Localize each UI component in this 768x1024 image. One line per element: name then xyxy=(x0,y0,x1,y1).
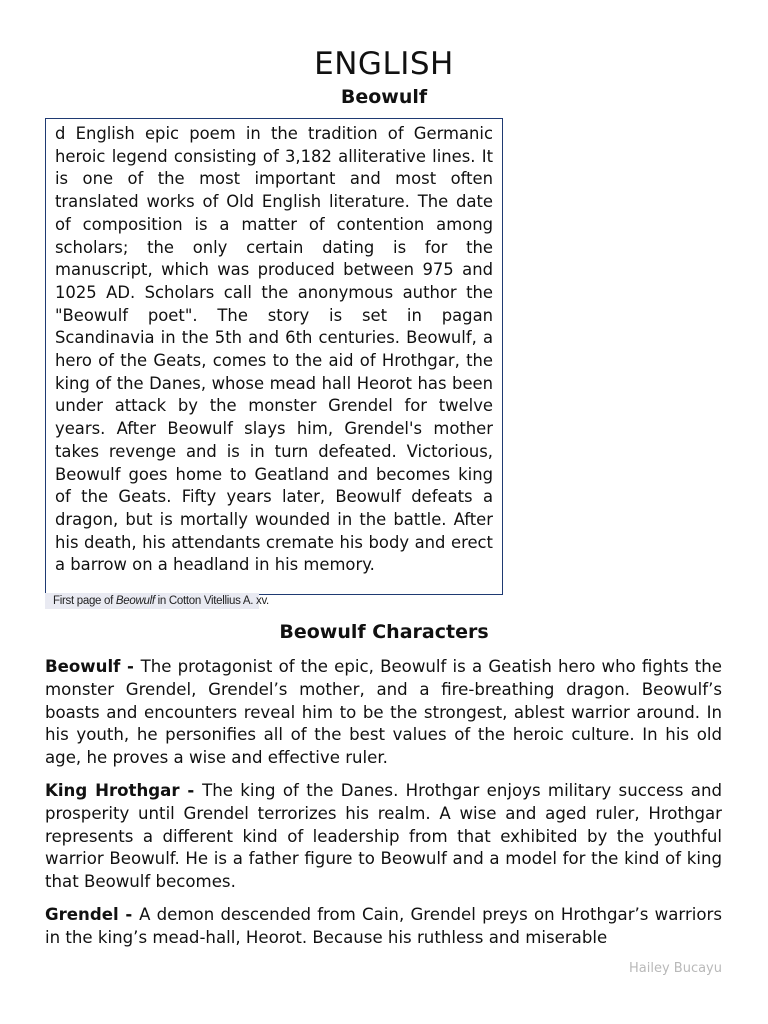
page-subtitle: Beowulf xyxy=(340,86,428,108)
character-entry-grendel xyxy=(45,904,722,950)
character-name: Grendel - xyxy=(45,905,140,924)
character-name: King Hrothgar - xyxy=(45,781,203,800)
character-description: A demon descended from Cain, Grendel preys on Hrothgar’s warriors in the king’s mead-hall, Heorot. Because his ruthless and miserable xyxy=(45,905,722,947)
page-title: ENGLISH xyxy=(314,46,454,82)
character-name: Beowulf - xyxy=(45,657,141,676)
character-entry-beowulf xyxy=(45,656,722,770)
caption-italic: Beowulf xyxy=(115,595,155,607)
caption-suffix: in Cotton Vitellius A. xv. xyxy=(154,595,269,607)
image-caption xyxy=(45,593,269,609)
intro-paragraph: d English epic poem in the tradition of Germanic heroic legend consisting of 3,182 alliterative lines. It is one of the most important and most often translated works of Old English literature. The date of composition is a matter of contention among scholars; the only certain dating is for the manuscript, which was produced between 975 and 1025 AD. Scholars call the anonymous author the "Beowulf poet". The story is set in pagan Scandinavia in the 5th and 6th centuries. Beowulf, a hero of the Geats, comes to the aid of Hrothgar, the king of the Danes, whose mead hall Heorot has been under attack by the monster Grendel for twelve years. After Beowulf slays him, Grendel's mother takes revenge and is in turn defeated. Victorious, Beowulf goes home to Geatland and becomes king of the Geats. Fifty years later, Beowulf defeats a dragon, but is mortally wounded in the battle. After his death, his attendants cremate his body and erect a barrow on a headland in his memory. xyxy=(55,124,493,575)
character-description: The protagonist of the epic, Beowulf is a Geatish hero who fights the monster Grendel, Grendel’s mother, and a fire-breathing dragon. Beowulf’s boasts and encounters reveal him to be the strongest, ablest warrior around. In his youth, he personifies all of the best values of the heroic culture. In his old age, he proves a wise and effective ruler. xyxy=(45,657,722,768)
footer-author: Hailey Bucayu xyxy=(629,961,722,976)
characters-heading: Beowulf Characters xyxy=(279,621,489,643)
caption-prefix: First page of xyxy=(53,595,116,607)
intro-text-box xyxy=(45,118,503,595)
character-entry-hrothgar xyxy=(45,780,722,894)
character-description: The king of the Danes. Hrothgar enjoys military success and prosperity until Grendel terrorizes his realm. A wise and aged ruler, Hrothgar represents a different kind of leadership from that exhibited by the youthful warrior Beowulf. He is a father figure to Beowulf and a model for the kind of king that Beowulf becomes. xyxy=(45,781,723,892)
